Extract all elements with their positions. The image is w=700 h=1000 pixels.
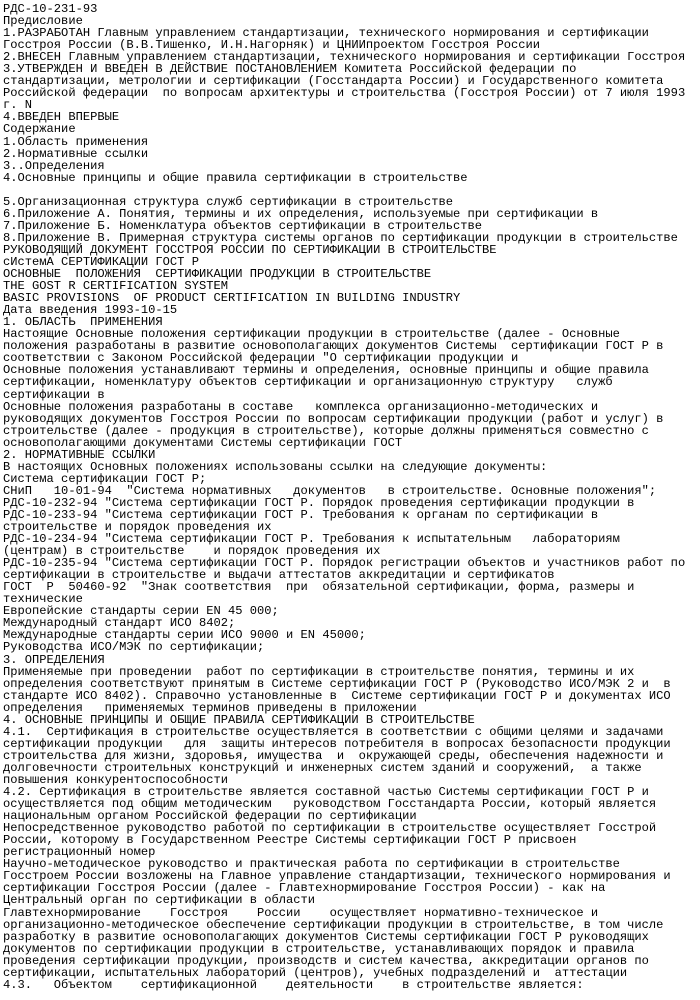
document-text-line: 8.Приложение В. Примерная структура системы органов по сертификации продукции в строительстве bbox=[3, 230, 678, 245]
document-text-line: определения применяемых терминов приведены в приложении bbox=[3, 700, 417, 715]
document-text-line: повышения конкурентоспособности bbox=[3, 773, 228, 787]
document-text-line: положения разработаны в развитие основополагающих документов Системы сертификации ГОСТ Р в bbox=[3, 339, 664, 354]
document-text-line: г. N bbox=[3, 98, 33, 113]
document-text-line: 4.1. Сертификация в строительстве осуществляется в соответствии с общими целями и задачами bbox=[3, 724, 664, 739]
document-text-line: Применяемые при проведении работ по сертификации в строительстве понятия, термины и их bbox=[3, 664, 635, 679]
document-text-line: строительстве и порядок проведения их bbox=[3, 520, 272, 535]
document-text-line: Руководства ИСО/МЭК по сертификации; bbox=[3, 640, 265, 655]
document-text-line: РДС-10-233-94 "Система сертификации ГОСТ Р. Требования к органам по сертификации в bbox=[3, 507, 599, 522]
document-text-line: Содержание bbox=[3, 122, 76, 137]
document-text-line: 4.2. Сертификация в строительстве является составной частью Системы сертификации ГОСТ Р и bbox=[3, 785, 649, 800]
document-text-line: документов по сертификации продукции в строительстве, устанавливающих порядок и правила bbox=[3, 941, 635, 956]
document-text-line: 3..Определения bbox=[3, 158, 105, 173]
document-body bbox=[3, 3, 700, 1000]
document-text-line: национальным органом Российской федерации по сертификации bbox=[3, 809, 417, 824]
document-text-line: Центральный орган по сертификации в области bbox=[3, 893, 316, 908]
document-text-line: THE GOST R CERTIFICATION SYSTEM bbox=[3, 279, 228, 294]
document-text-line: 7.Приложение Б. Номенклатура объектов сертификации в строительстве bbox=[3, 218, 482, 233]
document-text-line: соответствии с Законом Российской федерации "О сертификации продукции и bbox=[3, 351, 519, 366]
document-text-line: Настоящие Основные положения сертификации продукции в строительстве (далее - Основные bbox=[3, 327, 620, 342]
document-text-line: 6.Приложение А. Понятия, термины и их определения, используемые при сертификации в bbox=[3, 206, 599, 221]
document-text-line: ОСНОВНЫЕ ПОЛОЖЕНИЯ СЕРТИФИКАЦИИ ПРОДУКЦИИ В СТРОИТЕЛЬСТВЕ bbox=[3, 267, 432, 282]
document-text-line: строительства для жизни, здоровья, имущества и окружающей среды, обеспечения надежности и bbox=[3, 748, 664, 763]
document-text-line: BASIC PROVISIONS OF PRODUCT CERTIFICATION IN BUILDING INDUSTRY bbox=[3, 291, 461, 306]
document-text-line: сертификации Госстроя России (далее - Главтехнормирование Госстроя России) - как на bbox=[3, 881, 606, 896]
document-text-line: долговечности строительных конструкций и инженерных систем зданий и сооружений, а также bbox=[3, 760, 642, 775]
document-text-line: разработку в развитие основополагающих документов Системы сертификации ГОСТ Р руководящих bbox=[3, 929, 649, 944]
document-text-line: Российской федерации по вопросам архитектуры и строительства (Госстроя России) от 7 июля 1993 bbox=[3, 86, 686, 101]
document-text-line: РДС-10-235-94 "Система сертификации ГОСТ Р. Порядок регистрации объектов и участников работ по bbox=[3, 556, 686, 571]
document-text-line: основополагающими документами Системы сертификации ГОСТ bbox=[3, 435, 403, 450]
document-text-line: (центрам) в строительстве и порядок проведения их bbox=[3, 544, 381, 559]
document-text-line: организационно-методическое обеспечение сертификации продукции в строительстве, в том числе bbox=[3, 917, 664, 932]
document-text-line: Предисловие bbox=[3, 14, 83, 29]
document-text-line: 2.ВНЕСЕН Главным управлением стандартизации, технического нормирования и сертификации Госстроя bbox=[3, 50, 686, 65]
document-text-line: сертификации в bbox=[3, 387, 105, 402]
document-text-line: Дата введения 1993-10-15 bbox=[3, 303, 178, 318]
document-text-line: 2. НОРМАТИВНЫЕ ССЫЛКИ bbox=[3, 447, 156, 462]
document-text-line: Госстроем России возложены на Главное управление стандартизации, технического нормирования и bbox=[3, 869, 671, 884]
document-text-line: Международные стандарты серии ИСО 9000 и EN 45000; bbox=[3, 628, 366, 643]
document-text-line: 2.Нормативные ссылки bbox=[3, 146, 149, 161]
document-text-line: Госстроя России (В.В.Тишенко, И.Н.Нагорняк) и ЦНИИпроектом Госстроя России bbox=[3, 38, 541, 53]
document-text-line: 4.Основные принципы и общие правила сертификации в строительстве bbox=[3, 170, 468, 185]
document-text-line: 1.РАЗРАБОТАН Главным управлением стандартизации, технического нормирования и сертификации bbox=[3, 26, 649, 41]
document-text-line: В настоящих Основных положениях использованы ссылки на следующие документы: bbox=[3, 459, 548, 474]
document-text-line: осуществляется под общим методическим руководством Госстандарта России, который является bbox=[3, 797, 657, 812]
document-text-line: сертификации в строительстве и выдачи аттестатов аккредитации и сертификатов bbox=[3, 568, 555, 583]
document-text-line: стандарте ИСО 8402). Справочно установленные в Системе сертификации ГОСТ Р и документах ИСО bbox=[3, 688, 671, 703]
document-text-line: проведения сертификации продукции, производств и систем качества, аккредитации органов по bbox=[3, 953, 649, 968]
document-text-line: 4. ОСНОВНЫЕ ПРИНЦИПЫ И ОБЩИЕ ПРАВИЛА СЕРТИФИКАЦИИ В СТРОИТЕЛЬСТВЕ bbox=[3, 712, 475, 727]
document-text-line: Европейские стандарты серии EN 45 000; bbox=[3, 604, 279, 619]
document-text-line: Непосредственное руководство работой по сертификации в строительстве осуществляет Госстрой bbox=[3, 821, 657, 836]
document-text-line: 3.УТВЕРЖДЕН И ВВЕДЕН В ДЕЙСТВИЕ ПОСТАНОВЛЕНИЕМ Комитета Российской федерации по bbox=[3, 62, 577, 77]
document-text-line: 1. ОБЛАСТЬ ПРИМЕНЕНИЯ bbox=[3, 315, 163, 330]
document-text-line: сертификации, номенклатуру объектов сертификации и организационную структуру служб bbox=[3, 375, 613, 390]
document-text-line bbox=[3, 184, 700, 196]
document-text-line: Международный стандарт ИСО 8402; bbox=[3, 616, 236, 631]
document-text-line: 4.3. Объектом сертификационной деятельности в строительстве является: bbox=[3, 977, 584, 992]
document-text-line: стандартизации, метрологии и сертификации (Госстандарта России) и Государственного комитета bbox=[3, 74, 664, 89]
document-text-line: СНиП 10-01-94 "Система нормативных документов в строительстве. Основные положения"; bbox=[3, 483, 657, 498]
document-text-line: 5.Организационная структура служб сертификации в строительстве bbox=[3, 194, 453, 209]
document-text-line: России, которому в Государственном Реестре Системы сертификации ГОСТ Р присвоен bbox=[3, 833, 577, 848]
document-text-line: РУКОВОДЯЩИЙ ДОКУМЕНТ ГОССТРОЯ РОССИИ ПО СЕРТИФИКАЦИИ В СТРОИТЕЛЬСТВЕ bbox=[3, 242, 497, 257]
document-text-line: сертификации, испытательных лабораторий (центров), учебных подразделений и аттестации bbox=[3, 965, 628, 980]
document-text-line: Научно-методическое руководство и практическая работа по сертификации в строительстве bbox=[3, 857, 620, 872]
document-text-line: РДС-10-234-94 "Система сертификации ГОСТ Р. Требования к испытательным лабораториям bbox=[3, 532, 620, 547]
document-text-line: строительстве (далее - продукция в строительстве), которые должны применяться совместно с bbox=[3, 423, 649, 438]
document-text-line: Основные положения устанавливают термины и определения, основные принципы и общие правила bbox=[3, 363, 649, 378]
document-text-line: 3. ОПРЕДЕЛЕНИЯ bbox=[3, 652, 105, 667]
document-text-line: определения соответствуют принятым в Системе сертификации ГОСТ Р (Руководство ИСО/МЭК 2 и в bbox=[3, 676, 671, 691]
document-text-line: 4.ВВЕДЕН ВПЕРВЫЕ bbox=[3, 110, 120, 125]
document-text-line: 1.Область применения bbox=[3, 134, 149, 149]
document-text-line: сИстемА СЕРТИФИКАЦИИ ГОСТ Р bbox=[3, 254, 199, 269]
document-text-line: сертификации продукции для защиты интересов потребителя в вопросах безопасности продукции bbox=[3, 736, 671, 751]
document-text-line: Система сертификации ГОСТ Р; bbox=[3, 471, 207, 486]
document-text-line: Основные положения разработаны в составе комплекса организационно-методических и bbox=[3, 399, 599, 414]
document-text-line: руководящих документов Госстроя России по вопросам сертификации продукции (работ и услуг) в bbox=[3, 411, 664, 426]
document-text-line: РДС-10-231-93 bbox=[3, 3, 98, 16]
document-text-line: технические bbox=[3, 592, 83, 607]
document-text-line: ГОСТ Р 50460-92 "Знак соответствия при обязательной сертификации, форма, размеры и bbox=[3, 580, 635, 595]
document-text-line: Главтехнормирование Госстроя России осуществляет нормативно-техническое и bbox=[3, 905, 599, 920]
document-text-line: РДС-10-232-94 "Система сертификации ГОСТ Р. Порядок проведения сертификации продукции в bbox=[3, 495, 635, 510]
document-text-line: регистрационный номер bbox=[3, 845, 156, 860]
